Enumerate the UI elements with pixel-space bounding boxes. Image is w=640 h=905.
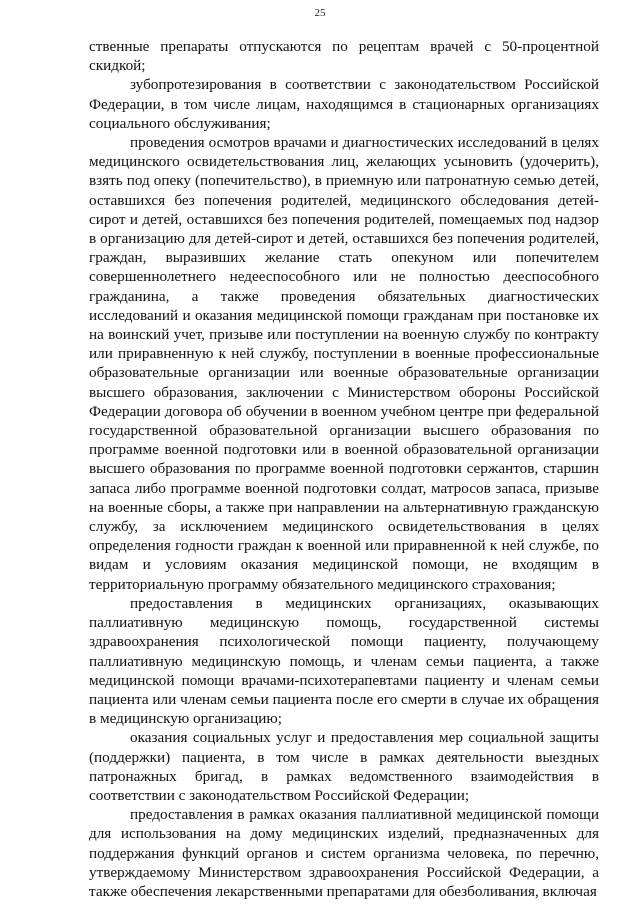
paragraph-4: предоставления в медицинских организациях, оказывающих паллиативную медицинскую помощь, государственной системы здравоохранения психологической помощи пациенту, получающему паллиативную медицинскую помощь, и членам семьи пациента, а также медицинской помощи врачами-психотерапевтами пациенту и членам семьи пациента или членам семьи пациента после его смерти в случае их обращения в медицинскую организацию; <box>89 594 599 728</box>
document-body <box>89 37 599 901</box>
paragraph-1: ственные препараты отпускаются по рецептам врачей с 50-процентной скидкой; <box>89 38 599 75</box>
paragraph-5: оказания социальных услуг и предоставления мер социальной защиты (поддержки) пациента, в том числе в рамках деятельности выездных патронажных бригад, в рамках ведомственного взаимодействия в соответствии с законодательством Российской Федерации; <box>89 729 599 804</box>
page-number: 25 <box>314 7 326 19</box>
paragraph-2: зубопротезирования в соответствии с законодательством Российской Федерации, в том числе лицам, находящимся в стационарных организациях социального обслуживания; <box>89 76 599 132</box>
paragraph-3: проведения осмотров врачами и диагностических исследований в целях медицинского освидетельствования лиц, желающих усыновить (удочерить), взять под опеку (попечительство), в приемную или патронатную семью детей, оставшихся без попечения родителей, медицинского обследования детей-сирот и детей, оставшихся без попечения родителей, помещаемых под надзор в организацию для детей-сирот и детей, оставшихся без попечения родителей, граждан, выразивших желание стать опекуном или попечителем совершеннолетнего недееспособного или не полностью дееспособного гражданина, а также проведения обязательных диагностических исследований и оказания медицинской помощи гражданам при постановке их на воинский учет, призыве или поступлении на военную службу по контракту или приравненную к ней службу, поступлении в военные профессиональные образовательные организации или военные образовательные организации высшего образования, заключении с Министерством обороны Российской Федерации договора об обучении в военном учебном центре при федеральной государственной образовательной организации высшего образования по программе военной подготовки или в военной образовательной организации высшего образования по программе военной подготовки сержантов, старшин запаса либо программе военной подготовки солдат, матросов запаса, призыве на военные сборы, а также при направлении на альтернативную гражданскую службу, за исключением медицинского освидетельствования в целях определения годности граждан к военной или приравненной к ней службе, по видам и условиям оказания медицинской помощи, не входящим в территориальную программу обязательного медицинского страхования; <box>89 134 599 593</box>
paragraph-6: предоставления в рамках оказания паллиативной медицинской помощи для использования на дому медицинских изделий, предназначенных для поддержания функций органов и систем организма человека, по перечню, утверждаемому Министерством здравоохранения Российской Федерации, а также обеспечения лекарственными препаратами для обезболивания, включая <box>89 806 599 900</box>
